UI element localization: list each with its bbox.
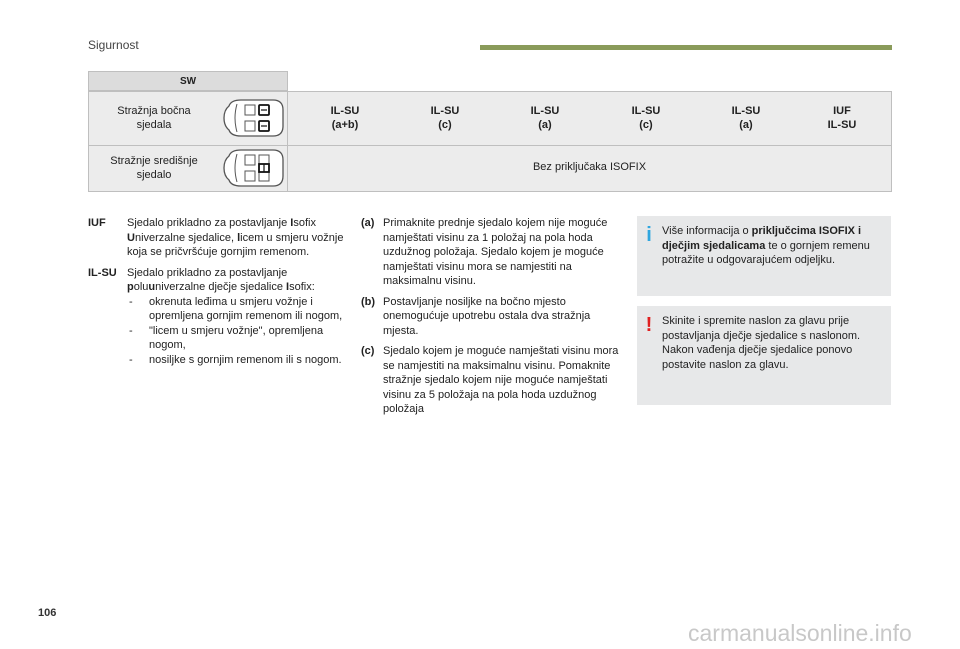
definition-text: Sjedalo prikladno za postavljanje <box>127 266 288 279</box>
list-item: - "licem u smjeru vožnje", opremljena nogom, <box>127 324 346 353</box>
table-row-center-seat <box>88 146 892 192</box>
warning-icon: ! <box>645 314 653 336</box>
row-label-line: Stražnja bočna <box>117 105 191 117</box>
definition-text-bold: I <box>286 281 290 293</box>
row-label-side-seats <box>95 104 213 132</box>
definition-ilsu <box>88 266 346 368</box>
definition-iuf <box>88 216 346 260</box>
definition-term: IUF <box>88 217 106 229</box>
definition-text: icem u smjeru vožnje koja se pričvršćuje gornjim remenom. <box>127 231 344 258</box>
note-b <box>361 295 619 339</box>
note-key: (a) <box>361 217 375 229</box>
definition-text-bold: I <box>290 217 294 229</box>
info-text-bold: priključcima ISOFIX i dječjim sjedalicama <box>662 225 862 252</box>
cell-line: IL-SU <box>731 105 761 117</box>
cell-line: (a) <box>739 119 753 131</box>
definition-list <box>127 295 346 368</box>
note-text: Primaknite prednje sjedalo kojem nije moguće namještati visinu za 1 položaj na pola hoda uzdužnog položaja. Sjedalo kojem je moguće namještati visinu mora se namjestiti na maksimalnu visinu. <box>383 217 608 287</box>
info-box <box>637 216 891 296</box>
warning-box <box>637 306 891 405</box>
cell-line: (a) <box>538 119 552 131</box>
cell-line: IL-SU <box>430 105 460 117</box>
info-text: te o gornjem remenu potražite u odgovarajućem odjeljku. <box>662 239 870 266</box>
row-label-center-seat <box>95 154 213 182</box>
cell-line: IL-SU <box>631 105 661 117</box>
row-label-line: sjedala <box>136 119 172 131</box>
page-number: 106 <box>38 607 57 619</box>
table-divider <box>287 92 288 145</box>
note-key: (b) <box>361 295 376 308</box>
definition-text: Sjedalo prikladno za postavljanje <box>127 217 291 229</box>
note-a <box>361 216 619 289</box>
note-text: Sjedalo kojem je moguće namještati visinu mora se namjestiti na maksimalnu visinu. Pomaknite stražnje sjedalo kojem nije moguće namještati visinu za 5 položaja na pola hoda uzdužnog položaja <box>383 345 619 415</box>
info-icon: i <box>646 224 652 246</box>
note-key: (c) <box>361 345 375 357</box>
row-label-line: sjedalo <box>136 169 172 181</box>
definition-text-bold: u <box>148 281 156 293</box>
cell-line: IL-SU <box>827 119 857 131</box>
isofix-table <box>88 71 892 192</box>
cell-line: (c) <box>438 119 452 131</box>
table-header-sw: SW <box>88 71 288 91</box>
cell-line: IUF <box>833 105 851 117</box>
table-cell <box>495 104 595 132</box>
warning-text: Skinite i spremite naslon za glavu prije postavljanja dječje sjedalice s naslonom. Nakon vađenja dječje sjedalice ponovo postavite naslon za glavu. <box>662 315 861 371</box>
cell-line: IL-SU <box>530 105 560 117</box>
cell-line: (c) <box>639 119 653 131</box>
note-text: Postavljanje nosiljke na bočno mjesto onemogućuje upotrebu ostala dva stražnja mjesta. <box>383 295 591 337</box>
table-cell <box>696 104 796 132</box>
row-label-line: Stražnje središnje <box>110 155 198 167</box>
table-cell <box>295 104 395 132</box>
definition-text: sofix <box>293 217 316 229</box>
definition-text-bold: U <box>127 231 135 244</box>
cell-line: IL-SU <box>330 105 360 117</box>
info-text: Više informacija o <box>662 225 752 237</box>
note-c <box>361 344 619 417</box>
car-center-seat-icon <box>223 148 285 188</box>
table-cell <box>792 104 892 132</box>
section-accent-bar <box>480 45 892 50</box>
definition-text-bold: l <box>237 231 241 244</box>
table-row-side-seats <box>88 91 892 146</box>
definition-text: niverzalne dječje sjedalice <box>155 281 287 293</box>
definitions <box>88 216 346 373</box>
list-item: - okrenuta leđima u smjeru vožnje i opremljena gornjim remenom ili nogom, <box>127 295 346 324</box>
table-cell <box>395 104 495 132</box>
definition-text: olu <box>133 281 149 293</box>
no-isofix-text: Bez priključaka ISOFIX <box>532 161 647 173</box>
definition-term: IL-SU <box>88 266 117 279</box>
table-cell <box>596 104 696 132</box>
definition-text-bold: p <box>127 281 134 293</box>
watermark: carmanualsonline.info <box>688 620 912 646</box>
list-item: - nosiljke s gornjim remenom ili s nogom. <box>127 353 346 368</box>
section-title: Sigurnost <box>88 38 139 52</box>
notes <box>361 216 619 423</box>
cell-line: (a+b) <box>331 119 359 131</box>
definition-text: sofix: <box>289 281 315 293</box>
definition-text: niverzalne sjedalice, <box>134 231 238 244</box>
car-side-seats-icon <box>223 98 285 138</box>
